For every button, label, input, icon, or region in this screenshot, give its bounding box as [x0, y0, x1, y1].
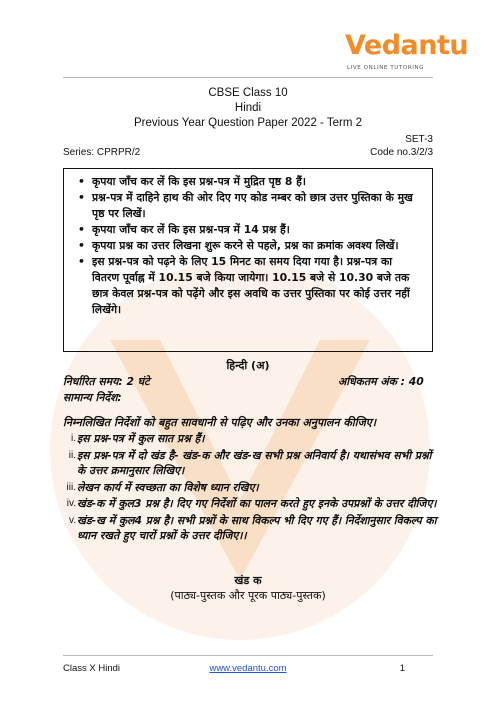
header-class: CBSE Class 10: [208, 87, 288, 99]
notice-item: • कृपया जाँच कर लें कि इस प्रश्न-पत्र में मुद्रित पृष्ठ 8 हैं।: [92, 174, 422, 190]
instruction-item: [55, 513, 440, 544]
instruction-item: [55, 480, 440, 496]
instruction-item: [55, 496, 440, 512]
instruction-text: इस प्रश्न-पत्र में कुल सात प्रश्न हैं।: [77, 432, 205, 445]
instruction-text: इस प्रश्न-पत्र में दो खंड है- खंड-क और खंड-ख सभी प्रश्न अनिवार्य है। यथासंभव सभी प्रश्नों के उत्तर क्रमानुसार लिखिए।: [77, 448, 432, 477]
section-subtitle: (पाठ्य-पुस्तक और पूरक पाठ्य-पुस्तक): [170, 589, 326, 602]
time-allowed: निर्धारित समय: 2 घंटे: [63, 375, 150, 388]
header-paper-title: Previous Year Question Paper 2022 - Term 2: [133, 117, 362, 129]
notice-item: • कृपया प्रश्न का उत्तर लिखना शुरू करने से पहले, प्रश्न का क्रमांक अवश्य लिखें।: [92, 238, 422, 254]
series-label: Series: CPRPR/2: [63, 147, 141, 158]
notice-box: [63, 168, 433, 352]
notice-item: • कृपया जाँच कर लें कि इस प्रश्न-पत्र में 14 प्रश्न हैं।: [92, 222, 422, 238]
instruction-text: खंड-ख में कुल4 प्रश्न है। सभी प्रश्नों के साथ विकल्प भी दिए गए हैं। निर्देशानुसार विकल्प का ध्यान रखते हुए चारों प्रश्नों के उत्तर दीजिए।।: [77, 513, 437, 542]
set-number: SET-3: [405, 134, 433, 145]
notice-list: [64, 169, 432, 318]
general-instructions-heading: सामान्य निर्देश:: [63, 391, 122, 404]
instructions-block: [55, 414, 440, 545]
header-subject: Hindi: [234, 102, 262, 114]
instruction-item: [55, 431, 440, 447]
footer-divider: [63, 655, 433, 656]
page-footer: [63, 663, 433, 674]
instruction-item: [55, 448, 440, 479]
instruction-marker: iii.: [66, 481, 76, 493]
instruction-marker: iv.: [66, 498, 76, 509]
logo-wordmark: Vedantu: [345, 30, 469, 61]
page-number: 1: [399, 663, 405, 674]
section-title: खंड क: [234, 574, 262, 587]
header-divider: [63, 77, 433, 78]
instruction-text: खंड-क में कुल3 प्रश्न है। दिए गए निर्देशों का पालन करते हुए इनके उपप्रश्नों के उत्तर दीजिए।: [77, 497, 437, 510]
paper-title: हिन्दी (अ): [226, 359, 270, 372]
max-marks: अधिकतम अंक : 40: [338, 375, 424, 388]
notice-item: • इस प्रश्न-पत्र को पढ़ने के लिए 15 मिनट का समय दिया गया है। प्रश्न-पत्र का वितरण पूर्वाह्न में 10.15 बजे किया जायेगा। 10.15 बजे से 10.30 बजे तक छात्र केवल प्रश्न-पत्र को पढ़ेंगे और इस अवधि क उत्तर पुस्तिका पर कोई उत्तर नहीं लिखेंगे।: [92, 254, 422, 318]
instructions-lead: निम्नलिखित निर्देशों को बहुत सावधानी से पढ़िए और उनका अनुपालन कीजिए।: [63, 416, 376, 429]
instruction-text: लेखन कार्य में स्वच्छता का विशेष ध्यान रखिए।: [77, 480, 259, 494]
vedantu-logo: [335, 30, 469, 80]
code-label: Code no.3/2/3: [370, 147, 433, 158]
instruction-marker: i.: [71, 433, 76, 444]
instructions-list: [55, 431, 440, 544]
instruction-marker: v.: [68, 514, 76, 526]
notice-item: • प्रश्न-पत्र में दाहिने हाथ की ओर दिए गए कोड नम्बर को छात्र उत्तर पुस्तिका के मुख पृष्ठ पर लिखें।: [92, 190, 422, 222]
logo-tagline: LIVE ONLINE TUTORING: [347, 65, 425, 71]
series-code-row: [63, 147, 433, 158]
footer-website-link[interactable]: www.vedantu.com: [209, 663, 287, 674]
footer-left-text: Class X Hindi: [63, 663, 121, 674]
instruction-marker: ii.: [68, 449, 76, 461]
